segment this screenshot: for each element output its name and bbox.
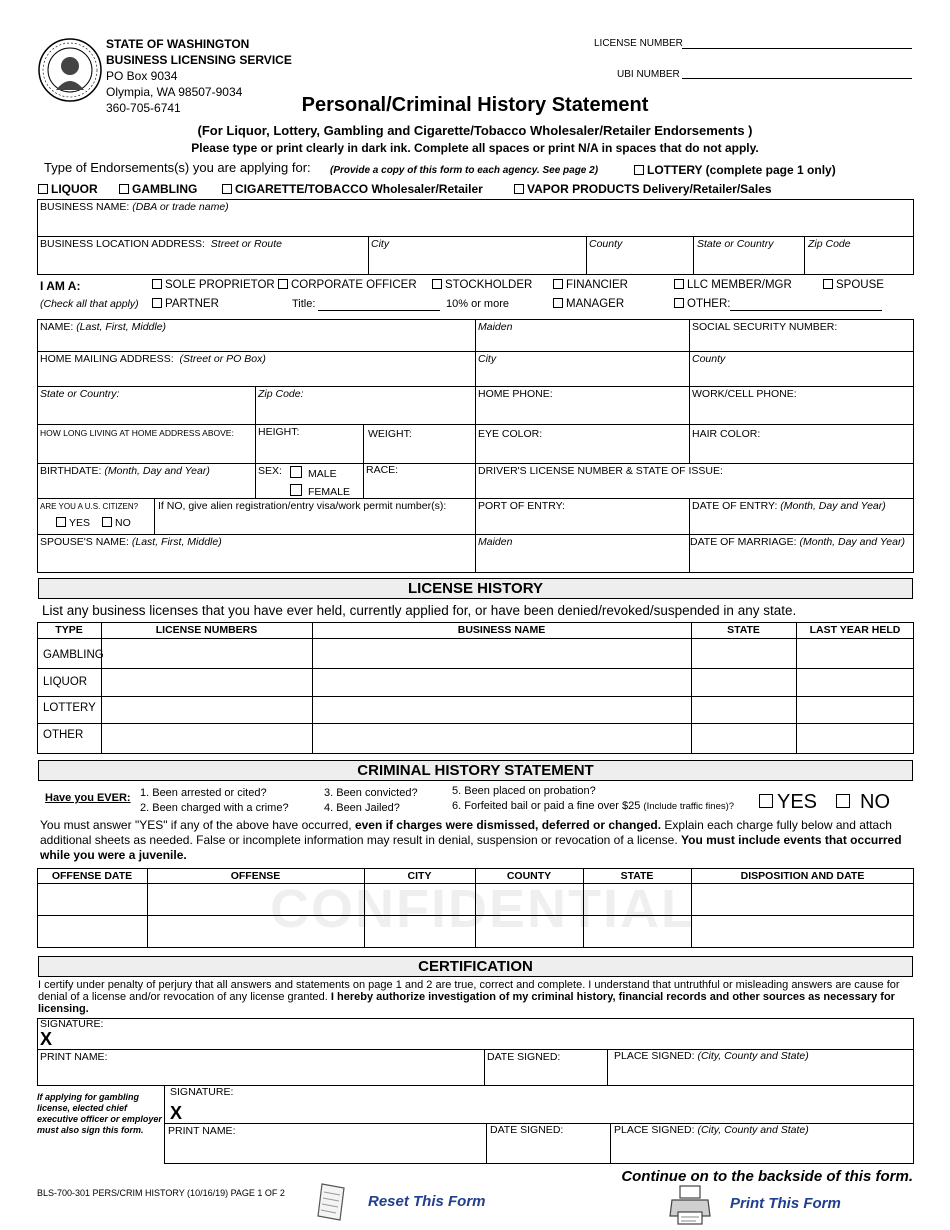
have-you-ever-label: Have you EVER: [45,792,131,804]
license-history-header: LICENSE HISTORY [38,578,913,599]
name-field[interactable] [40,321,166,333]
signature-2-label: SIGNATURE: [170,1086,234,1098]
business-name-hint: (DBA or trade name) [132,201,229,213]
sole-proprietor-option[interactable] [152,279,275,291]
name-label: NAME: [40,321,74,333]
business-name-label: BUSINESS NAME: [40,201,130,213]
other-checkbox[interactable] [674,298,684,308]
other-field[interactable] [730,310,882,311]
license-number-field[interactable] [682,48,912,49]
citizen-no-option[interactable] [102,517,131,529]
printer-icon [668,1184,712,1226]
partner-option[interactable] [152,298,219,310]
liquor-option[interactable] [38,182,98,196]
criminal-no-checkbox[interactable] [836,794,850,808]
birthdate-hint: (Month, Day and Year) [104,465,210,477]
question-5: 5. Been placed on probation? [452,785,596,797]
vapor-checkbox[interactable] [514,184,524,194]
home-state-field[interactable]: State or Country: [40,388,120,400]
place-signed-2-label: PLACE SIGNED: [614,1124,695,1136]
corporate-officer-checkbox[interactable] [278,279,288,289]
spouse-label: SPOUSE [836,279,884,291]
partner-label: PARTNER [165,298,219,310]
race-field[interactable]: RACE: [366,464,399,476]
instructions: Please type or print clearly in dark ink. Complete all spaces or print N/A in spaces that do not apply. [191,141,759,155]
question-2: 2. Been charged with a crime? [140,802,289,814]
date-of-entry-label: DATE OF ENTRY: [692,500,778,512]
ubi-number-field[interactable] [682,78,912,79]
certification-text-b: I hereby authorize investigation of my criminal history, financial records and other sources as necessary for licensing. [38,991,895,1015]
sole-proprietor-checkbox[interactable] [152,279,162,289]
place-signed-1-label: PLACE SIGNED: [614,1050,695,1062]
vapor-option[interactable] [514,182,772,196]
lottery-checkbox[interactable] [634,165,644,175]
male-checkbox[interactable] [290,466,302,478]
liquor-checkbox[interactable] [38,184,48,194]
question-6 [452,800,734,812]
agency-phone: 360-705-6741 [106,101,181,115]
iam-label: I AM A: [40,279,81,293]
business-location-field[interactable] [40,238,282,250]
financier-option[interactable] [553,279,628,291]
certification-header: CERTIFICATION [38,956,913,977]
criminal-yes-checkbox[interactable] [759,794,773,808]
manager-label: MANAGER [566,298,625,310]
citizen-no-label: NO [115,517,131,529]
gambling-checkbox[interactable] [119,184,129,194]
offense-col-offense: OFFENSE [230,870,281,882]
drivers-license-field[interactable]: DRIVER'S LICENSE NUMBER & STATE OF ISSUE: [478,465,723,477]
criminal-instructions [40,818,912,863]
print-name-2-field[interactable]: PRINT NAME: [168,1125,236,1137]
alien-registration-field[interactable]: If NO, give alien registration/entry visa/work permit number(s): [158,500,447,512]
license-row-gambling: GAMBLING [43,649,104,661]
business-state-field[interactable]: State or Country [697,238,774,250]
gambling-note: If applying for gambling license, elected chief executive officer or employer must also sign this form. [37,1092,162,1135]
spouse-checkbox[interactable] [823,279,833,289]
vapor-label: VAPOR PRODUCTS Delivery/Retailer/Sales [527,182,772,196]
title-field[interactable] [318,310,440,311]
cigarette-option[interactable] [222,182,483,196]
spouse-option[interactable] [823,279,884,291]
title-label: Title: [292,298,316,310]
manager-checkbox[interactable] [553,298,563,308]
signature-1-label: SIGNATURE: [40,1018,104,1030]
offense-col-state: STATE [620,870,654,882]
question-1: 1. Been arrested or cited? [140,787,267,799]
agency-city: Olympia, WA 98507-9034 [106,85,243,99]
female-option[interactable] [290,484,350,498]
criminal-yes-option[interactable] [759,791,817,814]
cigarette-label: CIGARETTE/TOBACCO Wholesaler/Retailer [235,182,483,196]
partner-checkbox[interactable] [152,298,162,308]
criminal-no-option[interactable] [836,791,890,814]
spouse-name-field[interactable] [40,536,222,548]
llc-option[interactable] [674,279,792,291]
certification-text [38,979,914,1015]
offense-col-date: OFFENSE DATE [51,870,133,882]
signature-1-field[interactable]: X [40,1029,53,1049]
license-number-label: LICENSE NUMBER [594,38,683,49]
spouse-name-hint: (Last, First, Middle) [131,536,222,548]
paper-icon [314,1180,352,1224]
agency-po-box: PO Box 9034 [106,69,178,83]
maiden-field[interactable]: Maiden [478,321,513,333]
license-col-business-name: BUSINESS NAME [457,624,546,636]
port-of-entry-field[interactable]: PORT OF ENTRY: [478,500,565,512]
manager-option[interactable] [553,298,624,310]
male-label: MALE [308,468,337,480]
sole-proprietor-label: SOLE PROPRIETOR [165,279,275,291]
ssn-field[interactable]: SOCIAL SECURITY NUMBER: [692,321,838,333]
criminal-instructions-a: You must answer "YES" if any of the above have occurred, [40,818,352,832]
business-city-field[interactable]: City [371,238,390,250]
citizen-label: ARE YOU A U.S. CITIZEN? [40,502,139,511]
work-phone-field[interactable]: WORK/CELL PHONE: [692,388,797,400]
corporate-officer-label: CORPORATE OFFICER [291,279,417,291]
continue-note: Continue on to the backside of this form. [621,1168,913,1185]
business-name-field[interactable] [40,201,229,213]
hair-color-field[interactable]: HAIR COLOR: [692,428,761,440]
business-location-label: BUSINESS LOCATION ADDRESS: [40,238,205,250]
stockholder-checkbox[interactable] [432,279,442,289]
business-location-hint: Street or Route [210,238,282,250]
date-signed-1-field[interactable]: DATE SIGNED: [487,1051,561,1063]
date-signed-2-field[interactable]: DATE SIGNED: [490,1124,564,1136]
stockholder-label: STOCKHOLDER [445,279,533,291]
offense-col-city: CITY [407,870,432,882]
question-6-note: (Include traffic fines)? [643,801,735,812]
height-field[interactable]: HEIGHT: [258,426,300,438]
confidential-watermark: CONFIDENTIAL [270,879,696,939]
date-of-entry-field[interactable] [692,500,886,512]
home-address-field[interactable] [40,353,266,365]
corporate-officer-option[interactable] [278,279,417,291]
offense-col-county: COUNTY [506,870,552,882]
endorsement-label: Type of Endorsements(s) you are applying for: [44,160,311,175]
criminal-history-header: CRIMINAL HISTORY STATEMENT [38,760,913,781]
license-col-state: STATE [727,624,760,636]
offense-col-disposition: DISPOSITION AND DATE [740,870,865,882]
iam-label-text: I AM A [40,279,77,293]
state-seal [38,38,102,102]
name-hint: (Last, First, Middle) [76,321,167,333]
ten-percent-label: 10% or more [446,298,509,310]
lottery-label: LOTTERY (complete page 1 only) [647,163,836,177]
business-county-field[interactable]: County [589,238,623,250]
other-label: OTHER: [687,298,731,310]
male-option[interactable] [290,466,337,480]
date-of-marriage-field[interactable] [690,536,905,548]
gambling-option[interactable] [119,182,197,196]
financier-checkbox[interactable] [553,279,563,289]
sex-label: SEX: [258,465,282,477]
page-title: Personal/Criminal History Statement [301,94,649,116]
agency-line-1: STATE OF WASHINGTON [106,37,250,51]
date-of-marriage-label: DATE OF MARRIAGE: [690,536,797,548]
date-of-entry-hint: (Month, Day and Year) [780,500,886,512]
place-signed-1-field[interactable] [614,1050,809,1062]
license-history-instructions: List any business licenses that you have ever held, currently applied for, or have been denied/revoked/suspended in any state. [42,603,797,618]
criminal-no-label: NO [860,791,890,813]
eye-color-field[interactable]: EYE COLOR: [478,428,543,440]
criminal-yes-label: YES [777,791,818,813]
home-phone-field[interactable]: HOME PHONE: [478,388,553,400]
question-3: 3. Been convicted? [324,787,418,799]
financier-label: FINANCIER [566,279,628,291]
license-row-lottery: LOTTERY [43,702,96,714]
ubi-number-label: UBI NUMBER [617,69,680,80]
llc-checkbox[interactable] [674,279,684,289]
reset-form-button[interactable]: Reset This Form [368,1193,486,1210]
citizen-yes-label: YES [69,517,91,529]
citizen-yes-option[interactable] [56,517,90,529]
criminal-instructions-b: even if charges were dismissed, deferred or changed. [354,818,662,832]
home-address-hint: (Street or PO Box) [179,353,266,365]
birthdate-field[interactable] [40,465,210,477]
license-col-type: TYPE [55,624,83,636]
iam-hint: (Check all that apply) [40,298,139,310]
print-form-button[interactable]: Print This Form [730,1195,841,1212]
how-long-field[interactable]: HOW LONG LIVING AT HOME ADDRESS ABOVE: [40,428,234,438]
llc-label: LLC MEMBER/MGR [687,279,792,291]
endorsement-note: (Provide a copy of this form to each agency. See page 2) [330,165,599,176]
place-signed-2-hint: (City, County and State) [697,1124,809,1136]
print-name-1-field[interactable]: PRINT NAME: [40,1051,108,1063]
cigarette-checkbox[interactable] [222,184,232,194]
page-subtitle: (For Liquor, Lottery, Gambling and Cigarette/Tobacco Wholesaler/Retailer Endorsements ) [197,123,753,138]
date-of-marriage-hint: (Month, Day and Year) [799,536,905,548]
business-zip-field[interactable]: Zip Code [808,238,851,250]
place-signed-2-field[interactable] [614,1124,809,1136]
lottery-option[interactable] [634,163,836,177]
license-row-other: OTHER [43,729,84,741]
gambling-label: GAMBLING [132,182,198,196]
weight-field[interactable]: WEIGHT: [368,428,412,440]
home-zip-field[interactable]: Zip Code: [258,388,304,400]
liquor-label: LIQUOR [51,182,98,196]
criminal-instructions-c: Explain each charge fully below and attach additional sheets as needed. False or incomplete information may result in denial, suspension or revocation of a license. [40,818,892,847]
question-6-text: 6. Forfeited bail or paid a fine over $25 [452,800,641,812]
question-4: 4. Been Jailed? [324,802,400,814]
home-address-label: HOME MAILING ADDRESS: [40,353,174,365]
criminal-instructions-d: You must include events that occurred while you were a juvenile. [40,833,902,862]
license-col-last-year: LAST YEAR HELD [809,624,901,636]
stockholder-option[interactable] [432,279,532,291]
citizen-yes-checkbox[interactable] [56,517,66,527]
license-col-numbers: LICENSE NUMBERS [155,624,258,636]
spouse-name-label: SPOUSE'S NAME: [40,536,129,548]
license-row-liquor: LIQUOR [43,676,88,688]
license-history-table [37,622,914,754]
agency-name [106,36,292,68]
other-option[interactable] [674,298,730,310]
spouse-maiden-field[interactable]: Maiden [478,536,513,548]
agency-line-2: BUSINESS LICENSING SERVICE [106,53,292,67]
form-id: BLS-700-301 PERS/CRIM HISTORY (10/16/19) PAGE 1 OF 2 [37,1188,285,1198]
signature-2-field[interactable]: X [170,1103,183,1123]
home-county-field[interactable]: County [692,353,726,365]
female-label: FEMALE [308,486,351,498]
home-city-field[interactable]: City [478,353,497,365]
birthdate-label: BIRTHDATE: [40,465,102,477]
place-signed-1-hint: (City, County and State) [697,1050,809,1062]
citizen-no-checkbox[interactable] [102,517,112,527]
female-checkbox[interactable] [290,484,302,496]
certification-text-a: I certify under penalty of perjury that all answers and statements on page 1 and 2 are true, correct and complete. I understand that untruthful or misleading answers are cause for denial of a license and/or revocation of any license granted. [38,979,900,1003]
